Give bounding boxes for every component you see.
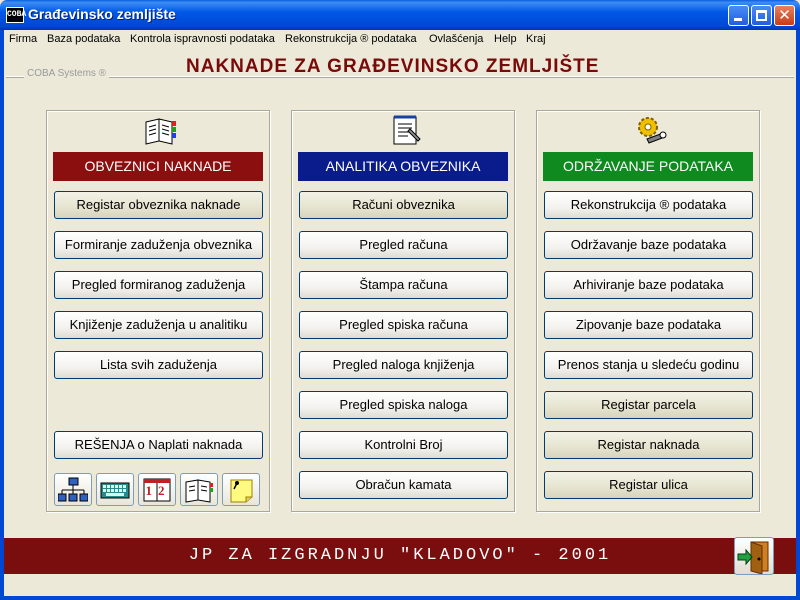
arhiviranje-baze-button[interactable]: Arhiviranje baze podataka <box>544 271 753 299</box>
formiranje-zaduzenja-button[interactable]: Formiranje zaduženja obveznika <box>54 231 263 259</box>
title-bar[interactable] <box>0 0 800 30</box>
maximize-button[interactable] <box>751 5 772 26</box>
prenos-stanja-button[interactable]: Prenos stanja u sledeću godinu <box>544 351 753 379</box>
app-icon[interactable]: COBA <box>6 7 24 23</box>
pregled-racuna-button[interactable]: Pregled računa <box>299 231 508 259</box>
registar-parcela-button[interactable]: Registar parcela <box>544 391 753 419</box>
window-border-right <box>796 30 800 600</box>
knjizenje-zaduzenja-button[interactable]: Knjiženje zaduženja u analitiku <box>54 311 263 339</box>
registar-ulica-button[interactable]: Registar ulica <box>544 471 753 499</box>
footer-banner: JP ZA IZGRADNJU "KLADOVO" - 2001 <box>4 538 796 574</box>
note-button[interactable] <box>222 473 260 506</box>
exit-button[interactable] <box>734 537 774 575</box>
window-border-bottom <box>0 596 800 600</box>
page-title: NAKNADE ZA GRAĐEVINSKO ZEMLJIŠTE <box>186 56 600 77</box>
resenja-button[interactable]: REŠENJA o Naplati naknada <box>54 431 263 459</box>
calendar-button[interactable] <box>138 473 176 506</box>
vendor-label: COBA Systems ® <box>24 68 109 79</box>
menu-kraj[interactable]: Kraj <box>526 33 546 45</box>
maximize-icon <box>756 10 767 21</box>
menu-bar <box>4 30 796 49</box>
exit-door-icon <box>735 538 773 574</box>
window-title: Građevinsko zemljište <box>28 6 176 22</box>
menu-baza-podataka[interactable]: Baza podataka <box>47 33 121 45</box>
racuni-obveznika-button[interactable]: Računi obveznika <box>299 191 508 219</box>
panel-header-odrzavanje: ODRŽAVANJE PODATAKA <box>543 152 753 181</box>
note-icon <box>226 477 256 503</box>
minimize-button[interactable] <box>728 5 749 26</box>
keyboard-button[interactable] <box>96 473 134 506</box>
obracun-kamata-button[interactable]: Obračun kamata <box>299 471 508 499</box>
menu-kontrola[interactable]: Kontrola ispravnosti podataka <box>130 33 275 45</box>
book-icon <box>143 113 177 147</box>
calendar-digits: 12 <box>145 483 171 498</box>
menu-rekonstrukcija[interactable]: Rekonstrukcija ® podataka <box>285 33 417 45</box>
book-button[interactable] <box>180 473 218 506</box>
menu-firma[interactable]: Firma <box>9 33 38 45</box>
panel-header-analitika: ANALITIKA OBVEZNIKA <box>298 152 508 181</box>
rekonstrukcija-button[interactable]: Rekonstrukcija ® podataka <box>544 191 753 219</box>
lista-zaduzenja-button[interactable]: Lista svih zaduženja <box>54 351 263 379</box>
book-icon <box>184 477 214 503</box>
panel-analitika <box>291 110 515 512</box>
panel-odrzavanje <box>536 110 760 512</box>
kontrolni-broj-button[interactable]: Kontrolni Broj <box>299 431 508 459</box>
odrzavanje-baze-button[interactable]: Održavanje baze podataka <box>544 231 753 259</box>
notepad-icon <box>388 113 422 147</box>
network-icon <box>58 477 88 503</box>
zipovanje-baze-button[interactable]: Zipovanje baze podataka <box>544 311 753 339</box>
minimize-icon <box>734 18 742 21</box>
keyboard-icon <box>100 477 130 503</box>
panel-obveznici <box>46 110 270 512</box>
menu-help[interactable]: Help <box>494 33 517 45</box>
stampa-racuna-button[interactable]: Štampa računa <box>299 271 508 299</box>
pregled-spiska-naloga-button[interactable]: Pregled spiska naloga <box>299 391 508 419</box>
menu-ovlascenja[interactable]: Ovlašćenja <box>429 33 484 45</box>
tools-icon <box>633 113 667 147</box>
panel-header-obveznici: OBVEZNICI NAKNADE <box>53 152 263 181</box>
pregled-naloga-knjizenja-button[interactable]: Pregled naloga knjiženja <box>299 351 508 379</box>
pregled-zaduzenja-button[interactable]: Pregled formiranog zaduženja <box>54 271 263 299</box>
close-icon: ✕ <box>778 6 791 24</box>
registar-naknada-button[interactable]: Registar naknada <box>544 431 753 459</box>
registar-obveznika-button[interactable]: Registar obveznika naknade <box>54 191 263 219</box>
pregled-spiska-racuna-button[interactable]: Pregled spiska računa <box>299 311 508 339</box>
close-button[interactable] <box>774 5 795 26</box>
network-button[interactable] <box>54 473 92 506</box>
